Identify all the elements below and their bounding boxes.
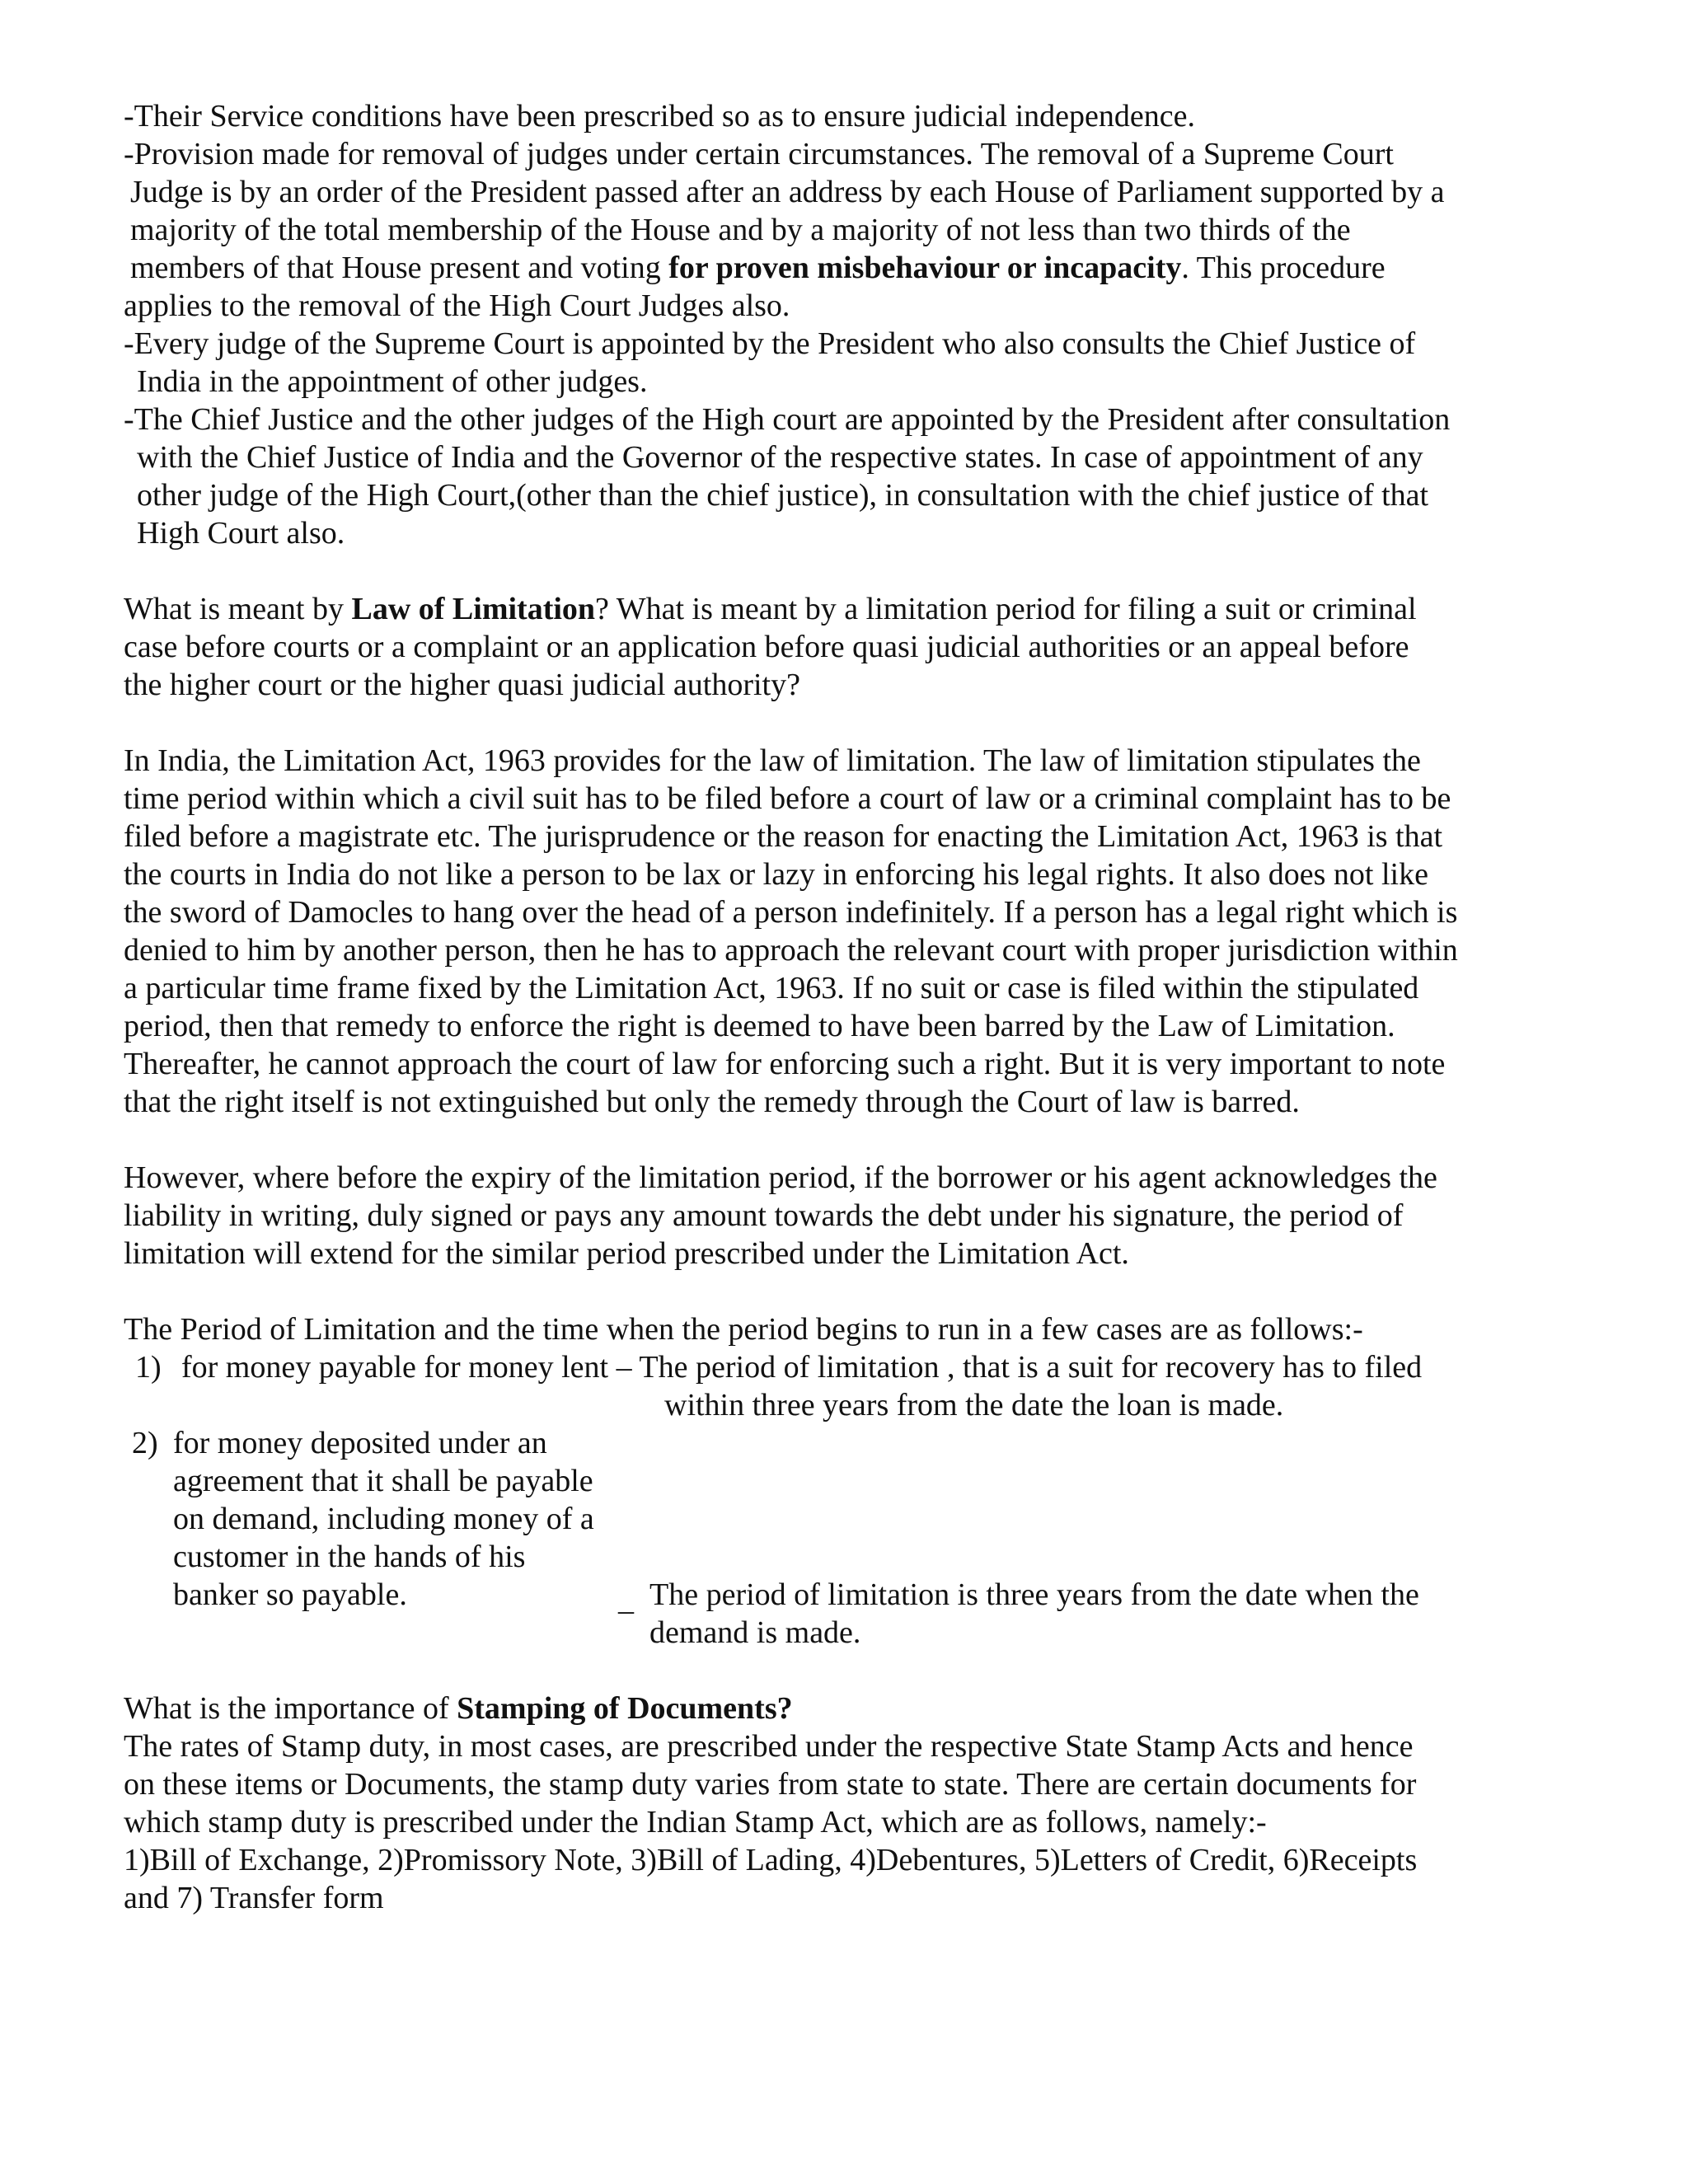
text-line: applies to the removal of the High Court Judges also. <box>124 288 790 323</box>
text-line: on these items or Documents, the stamp duty varies from state to state. There are certain documents for <box>124 1767 1417 1802</box>
paragraph-gap <box>124 1652 1591 1690</box>
list-text: banker so payable. <box>173 1577 407 1612</box>
list-item <box>124 1424 1591 1462</box>
paragraph-gap <box>124 552 1591 590</box>
list-number: 1) <box>135 1350 162 1385</box>
list-text: for money payable for money lent – The period of limitation , that is a suit for recovery has to filed <box>181 1350 1423 1385</box>
list-text: The period of limitation is three years from the date when the <box>649 1577 1419 1612</box>
text-line: liability in writing, duly signed or pays any amount towards the debt under his signature, the period of <box>124 1198 1404 1233</box>
text-line: period, then that remedy to enforce the right is deemed to have been barred by the Law of Limitation. <box>124 1009 1395 1043</box>
text-line: a particular time frame fixed by the Limitation Act, 1963. If no suit or case is filed within the stipulated <box>124 971 1419 1005</box>
list-item-continuation <box>124 1500 1591 1538</box>
list-item-continuation <box>124 1386 1591 1424</box>
text-line: 1)Bill of Exchange, 2)Promissory Note, 3)Bill of Lading, 4)Debentures, 5)Letters of Credit, 6)Receipts <box>124 1843 1418 1877</box>
text-line: filed before a magistrate etc. The jurisprudence or the reason for enacting the Limitation Act, 1963 is that <box>124 819 1443 854</box>
list-item-continuation <box>124 1614 1591 1652</box>
dash-separator: _ <box>618 1582 634 1617</box>
text-line: limitation will extend for the similar period prescribed under the Limitation Act. <box>124 1236 1129 1271</box>
list-text: agreement that it shall be payable <box>173 1464 593 1498</box>
text-span: members of that House present and voting <box>130 251 669 285</box>
list-item-continuation <box>124 1576 1591 1617</box>
list-item-continuation <box>124 1462 1591 1500</box>
text-line: with the Chief Justice of India and the Governor of the respective states. In case of appointment of any <box>137 440 1423 475</box>
limitation-question <box>124 590 1591 704</box>
list-text: on demand, including money of a <box>173 1502 594 1536</box>
text-line: -Their Service conditions have been prescribed so as to ensure judicial independence. <box>124 99 1195 134</box>
list-item <box>124 1348 1591 1386</box>
list-number: 2) <box>132 1426 158 1460</box>
text-line: other judge of the High Court,(other than the chief justice), in consultation with the chief justice of that <box>137 478 1429 513</box>
document-page <box>124 97 1591 1917</box>
judges-section <box>124 97 1591 552</box>
text-span: What is the importance of <box>124 1691 457 1726</box>
acknowledgement-paragraph <box>124 1159 1591 1272</box>
text-line: -Every judge of the Supreme Court is appointed by the President who also consults the Chief Justice of <box>124 326 1416 361</box>
text-line: High Court also. <box>137 516 345 551</box>
text-line: the sword of Damocles to hang over the head of a person indefinitely. If a person has a legal right which is <box>124 895 1458 930</box>
stamping-section <box>124 1690 1591 1917</box>
text-line: the courts in India do not like a person to be lax or lazy in enforcing his legal rights. It also does not like <box>124 857 1428 892</box>
text-line: majority of the total membership of the House and by a majority of not less than two thirds of the <box>130 213 1351 247</box>
limitation-answer <box>124 742 1591 1121</box>
text-line: -Provision made for removal of judges under certain circumstances. The removal of a Supreme Court <box>124 137 1394 171</box>
text-line: Thereafter, he cannot approach the court of law for enforcing such a right. But it is very important to note <box>124 1047 1446 1081</box>
list-text: demand is made. <box>649 1615 861 1650</box>
text-line <box>124 590 1591 628</box>
text-line <box>124 1690 1591 1727</box>
paragraph-gap <box>124 1121 1591 1159</box>
text-line: India in the appointment of other judges. <box>137 364 648 399</box>
text-line: denied to him by another person, then he has to approach the relevant court with proper jurisdiction within <box>124 933 1458 968</box>
text-line: The rates of Stamp duty, in most cases, are prescribed under the respective State Stamp Acts and hence <box>124 1729 1414 1764</box>
list-text: customer in the hands of his <box>173 1540 526 1574</box>
text-line: and 7) Transfer form <box>124 1881 384 1915</box>
text-line: -The Chief Justice and the other judges of the High court are appointed by the President after consultation <box>124 402 1451 437</box>
text-line: time period within which a civil suit has to be filed before a court of law or a criminal complaint has to be <box>124 781 1451 816</box>
list-item-continuation <box>124 1538 1591 1576</box>
text-line <box>124 249 1591 287</box>
text-line: which stamp duty is prescribed under the Indian Stamp Act, which are as follows, namely:- <box>124 1805 1267 1840</box>
bold-text: Stamping of Documents? <box>457 1691 793 1726</box>
text-line: the higher court or the higher quasi judicial authority? <box>124 668 800 702</box>
list-text: within three years from the date the loan is made. <box>664 1388 1284 1422</box>
text-line: In India, the Limitation Act, 1963 provides for the law of limitation. The law of limitation stipulates the <box>124 743 1421 778</box>
text-line: However, where before the expiry of the limitation period, if the borrower or his agent acknowledges the <box>124 1160 1437 1195</box>
paragraph-gap <box>124 1272 1591 1310</box>
text-line: Judge is by an order of the President passed after an address by each House of Parliament supported by a <box>130 175 1445 209</box>
list-text: for money deposited under an <box>173 1426 547 1460</box>
bold-text: for proven misbehaviour or incapacity <box>668 251 1182 285</box>
text-span: ? What is meant by a limitation period for filing a suit or criminal <box>595 592 1417 626</box>
text-span: What is meant by <box>124 592 352 626</box>
text-span: . This procedure <box>1181 251 1386 285</box>
paragraph-gap <box>124 704 1591 742</box>
text-line: case before courts or a complaint or an application before quasi judicial authorities or an appeal before <box>124 630 1409 664</box>
periods-section <box>124 1310 1591 1652</box>
bold-text: Law of Limitation <box>351 592 596 626</box>
text-line: that the right itself is not extinguished but only the remedy through the Court of law is barred. <box>124 1085 1300 1119</box>
text-line: The Period of Limitation and the time when the period begins to run in a few cases are as follows:- <box>124 1312 1363 1347</box>
